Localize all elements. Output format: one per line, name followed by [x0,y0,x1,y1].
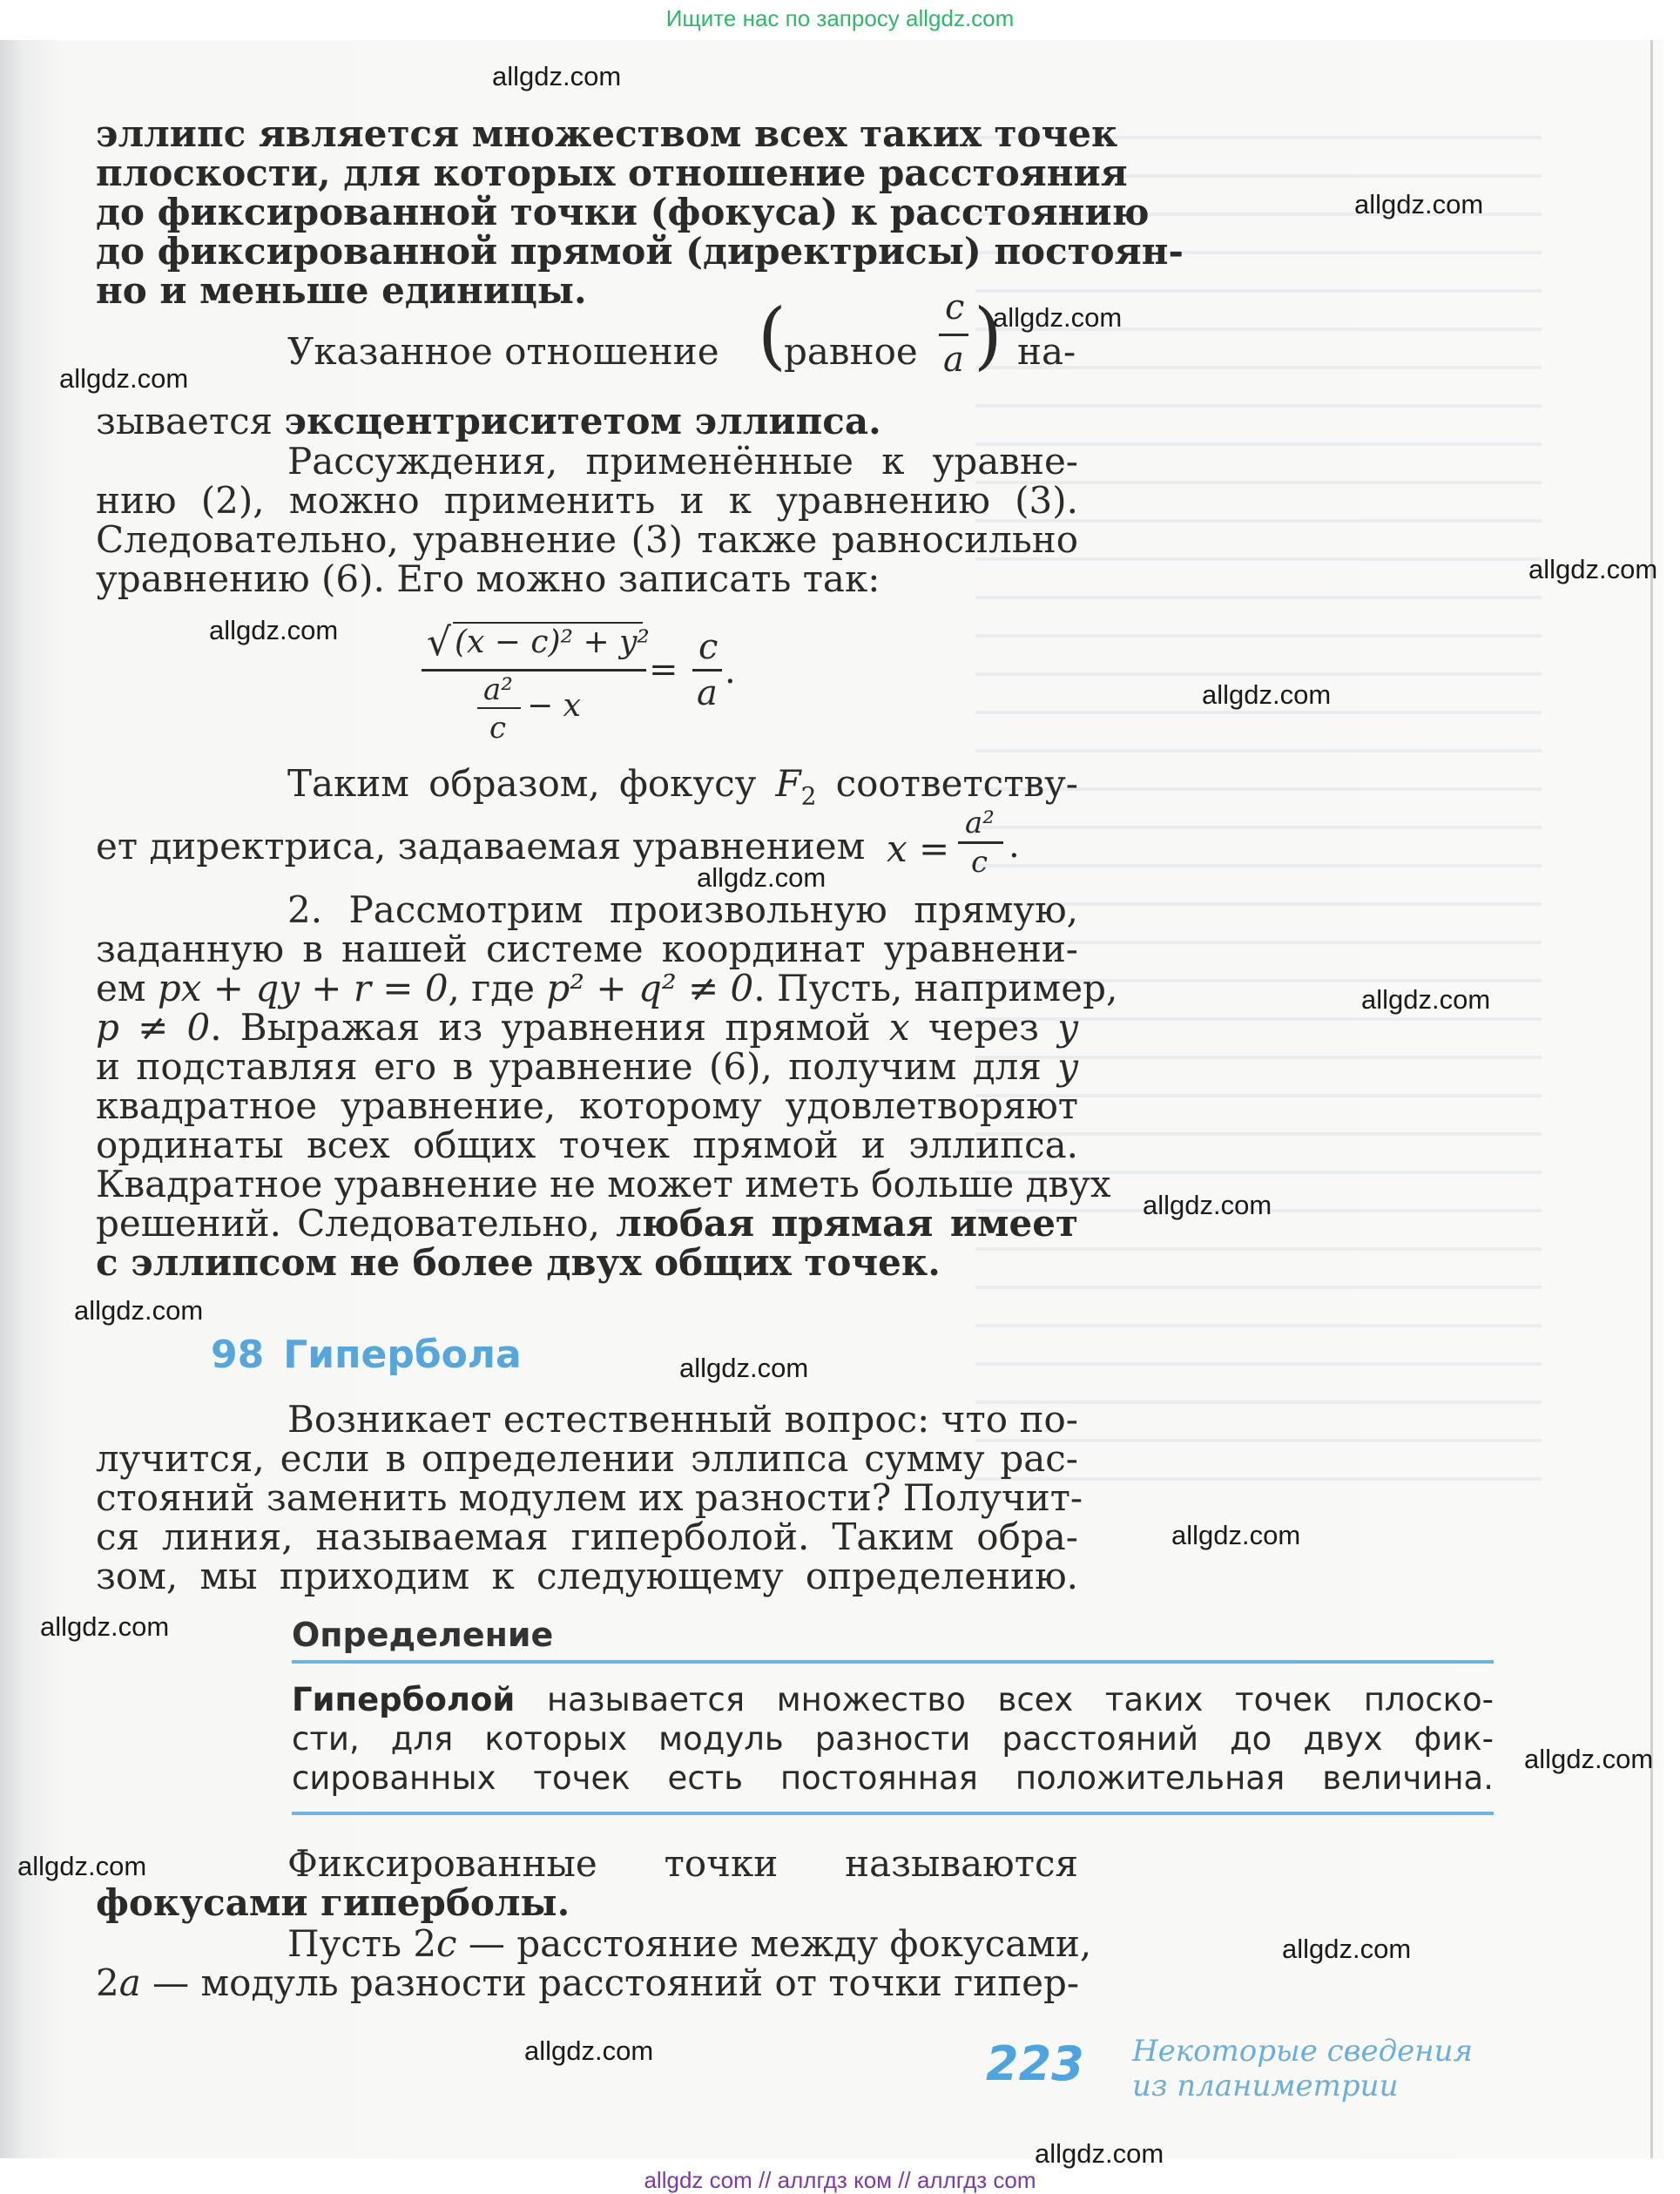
section-number: 98 [211,1333,265,1377]
lp4-c: через [909,1006,1058,1049]
line-para-9 [96,1202,1078,1245]
focus-frac-den: c [971,845,988,880]
reasoning-line-1: Рассуждения, применённые к уравне- [287,440,1078,483]
ratio-frac-bar [939,334,968,336]
line-para-4 [96,1006,1078,1049]
lp9-b: любая прямая имеет [616,1202,1078,1245]
ratio-line-2-a: зывается [96,400,285,442]
section-title: Гипербола [283,1333,522,1377]
definition-rule-bottom [292,1812,1494,1815]
focus-l1-b: соответству- [816,762,1078,805]
hyper-line-5: зом, мы приходим к следующему определению. [96,1555,1078,1597]
intro-line-3: до фиксированной точки (фокуса) к расстоянию [96,191,1150,233]
formula-period: . [725,651,736,692]
den-frac-num: a² [483,672,513,707]
last2-b: — модуль разности расстояний от точки гипер- [140,1961,1080,2004]
definition-heading: Определение [292,1616,554,1654]
top-banner[interactable]: Ищите нас по запросу allgdz.com [665,5,1015,31]
watermark: allgdz.com [17,1851,147,1881]
line-para-8: Квадратное уравнение не может иметь больше двух [96,1163,1111,1205]
line-para-1: 2. Рассмотрим произвольную прямую, [287,888,1078,931]
foci-c: называются [845,1842,1078,1885]
line-para-3 [96,967,1118,1009]
definition-line-1 [292,1681,1494,1719]
def-l1-b: называется множество всех таких точек плоско- [515,1681,1494,1718]
focus-frac-bar [958,841,1003,844]
watermark: allgdz.com [492,61,622,91]
lp3-eq: px + qy + r = 0 [157,967,449,1009]
lp3-eq2: p² + q² ≠ 0 [546,967,754,1009]
watermark: allgdz.com [993,302,1123,333]
page-edge [1650,40,1653,2158]
lp4-b: . Выражая из уравнения прямой [210,1006,889,1049]
running-head [1132,2034,1473,2103]
hyperbola-term: Гиперболой [292,1681,516,1718]
ratio-text-c: на- [1017,330,1076,373]
page-number: 223 [986,2036,1084,2091]
running-head-2: из планиметрии [1132,2069,1399,2103]
definition-rule-top [292,1660,1494,1664]
lp9-a: решений. Следовательно, [96,1202,617,1245]
lp5-y: y [1057,1045,1078,1088]
lp3-a: ем [96,967,158,1009]
ratio-frac-num: c [945,287,965,327]
den-frac-bar [477,707,521,709]
focus-frac-num: a² [965,806,995,840]
hyper-line-4: ся линия, называемая гиперболой. Таким обра- [96,1516,1078,1558]
last-line-1 [287,1922,1092,1965]
intro-line-2: плоскости, для которых отношение расстояния [96,152,1128,194]
last-line-2 [96,1961,1080,2004]
running-head-1: Некоторые сведения [1132,2034,1474,2069]
foci-a: Фиксированные [287,1842,597,1885]
watermark: allgdz.com [524,2035,654,2066]
lp4-x: x [888,1006,910,1049]
rhs-bar [692,669,722,672]
sqrt-bar [453,622,643,624]
left-paren: ( [758,293,786,378]
eccentricity-term: эксцентриситетом эллипса. [284,400,881,442]
watermark: allgdz.com [209,615,339,645]
last2-var: a [118,1961,141,2004]
ratio-frac-den: a [943,340,964,380]
last-b: — расстояние между фокусами, [456,1922,1092,1965]
watermark: allgdz.com [1354,189,1484,219]
watermark: allgdz.com [1361,984,1491,1015]
last2-a: 2 [96,1961,119,2004]
last-c: c [436,1922,457,1965]
focus-x-eq: x = [887,827,950,870]
line-para-7: ординаты всех общих точек прямой и эллипса. [96,1124,1078,1166]
focus-period: . [1009,826,1020,866]
watermark: allgdz.com [1524,1744,1654,1774]
reasoning-line-4: уравнению (6). Его можно записать так: [96,557,880,600]
watermark: allgdz.com [59,363,189,394]
focus-line-1 [287,762,1078,815]
definition-line-3: сированных точек есть постоянная положительная величина. [292,1759,1494,1797]
lp3-c: . Пусть, например, [753,967,1118,1009]
line-para-2: заданную в нашей системе координат уравнени- [96,928,1078,970]
lp3-b: , где [448,967,547,1009]
sqrt-content: (x − c)² + y² [455,624,650,660]
watermark: allgdz.com [74,1295,204,1326]
watermark: allgdz.com [697,862,827,893]
foci-line-2: фокусами гиперболы. [96,1881,570,1924]
formula-equals: = [649,650,678,690]
lp4-a: p ≠ 0 [96,1006,211,1049]
reasoning-line-2: нию (2), можно применить и к уравнению (3). [96,479,1078,522]
reasoning-line-3: Следовательно, уравнение (3) также равносильно [96,518,1078,561]
den-frac-den: c [489,711,507,746]
intro-line-1: эллипс является множеством всех таких точек [96,112,1118,155]
sqrt-sign: √ [427,620,452,665]
foci-line-1 [287,1842,1078,1885]
focus-line-2: ет директриса, задаваемая уравнением [96,825,866,867]
section-heading [211,1333,522,1377]
watermark: allgdz.com [1035,2138,1164,2169]
hyper-line-3: стояний заменить модулем их разности? Получит- [96,1476,1083,1519]
hyper-line-1: Возникает естественный вопрос: что по- [287,1398,1078,1441]
hyper-line-2: лучится, если в определении эллипса сумму рас- [96,1437,1078,1480]
watermark: allgdz.com [40,1611,170,1642]
focus-l1-a: Таким образом, фокусу [287,762,776,805]
right-paren: ) [974,293,1002,378]
main-frac-bar [422,669,646,672]
bottom-banner[interactable]: allgdz com // аллгдз ком // аллгдз com [644,2167,1036,2193]
lp4-y: y [1057,1006,1078,1049]
definition-line-2: сти, для которых модуль разности расстояний до двух фик- [292,1720,1494,1758]
foci-b: точки [664,1842,779,1885]
ratio-line-2 [96,402,1078,441]
lp5-a: и подставляя его в уравнение (6), получим для [96,1045,1058,1088]
intro-line-5: но и меньше единицы. [96,269,587,312]
watermark: allgdz.com [1171,1520,1301,1550]
intro-line-4: до фиксированной прямой (директрисы) постоян- [96,230,1184,273]
watermark: allgdz.com [1282,1934,1412,1964]
watermark: allgdz.com [679,1353,809,1383]
rhs-den: a [697,673,718,713]
line-para-10: с эллипсом не более двух общих точек. [96,1241,941,1284]
watermark: allgdz.com [1202,679,1332,710]
last-a: Пусть 2 [287,1922,437,1965]
line-para-5 [96,1045,1078,1088]
focus-var: F [775,762,801,805]
line-para-6: квадратное уравнение, которому удовлетворяют [96,1084,1078,1127]
ratio-text-a: Указанное отношение [287,330,719,373]
den-tail: − x [527,688,581,724]
watermark: allgdz.com [1143,1190,1272,1220]
rhs-num: c [698,627,719,667]
watermark: allgdz.com [1528,554,1658,584]
ratio-text-b: равное [784,330,918,373]
focus-sub: 2 [800,781,817,811]
